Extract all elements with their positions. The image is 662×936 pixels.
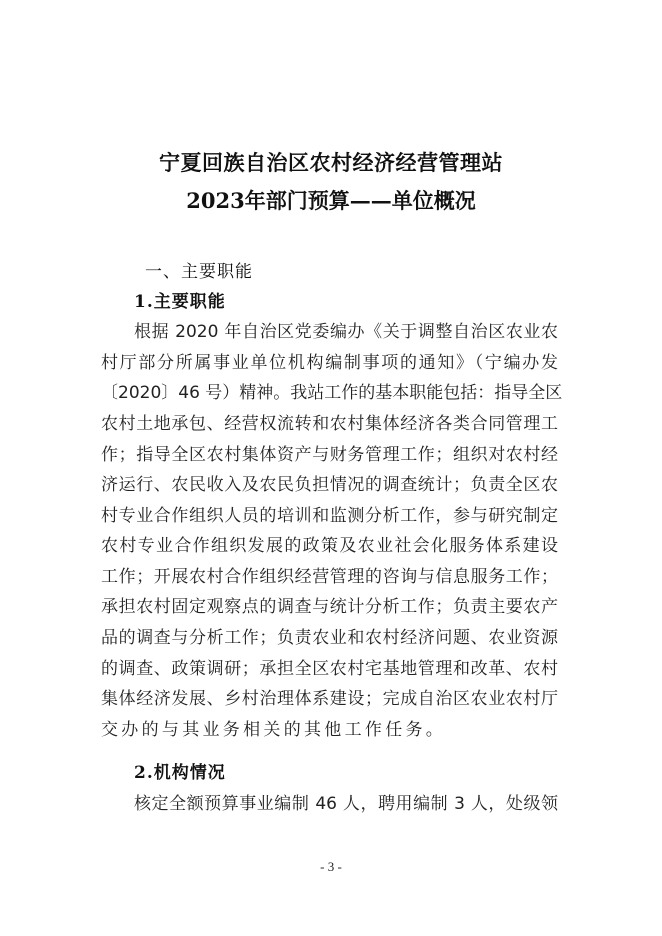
- paragraph-line: 济运行、农民收入及农民负担情况的调查统计；负责全区农: [101, 475, 558, 495]
- document-title-line1: 宁夏回族自治区农村经济经营管理站: [159, 150, 503, 175]
- paragraph-line: 农村土地承包、经营权流转和农村集体经济各类合同管理工: [101, 414, 558, 434]
- paragraph-line: 村厅部分所属事业单位机构编制事项的通知》（宁编办发: [101, 353, 558, 373]
- paragraph-line: 村专业合作组织人员的培训和监测分析工作，参与研究制定: [101, 506, 558, 526]
- paragraph-line: 工作；开展农村合作组织经营管理的咨询与信息服务工作；: [101, 567, 558, 587]
- paragraph-line: 集体经济发展、乡村治理体系建设；完成自治区农业农村厅: [101, 689, 558, 709]
- paragraph-line: 交办的与其业务相关的其他工作任务。: [101, 720, 447, 740]
- paragraph-line: 核定全额预算事业编制 46 人，聘用编制 3 人，处级领: [134, 794, 558, 814]
- paragraph-line: 的调查、政策调研；承担全区农村宅基地管理和改革、农村: [101, 659, 558, 679]
- paragraph-line: 农村专业合作组织发展的政策及农业社会化服务体系建设: [101, 536, 558, 556]
- paragraph-line: 品的调查与分析工作；负责农业和农村经济问题、农业资源: [101, 628, 558, 648]
- paragraph-line: 作；指导全区农村集体资产与财务管理工作；组织对农村经: [101, 445, 558, 465]
- document-title-line2: 2023年部门预算——单位概况: [186, 188, 476, 213]
- page-number: - 3 -: [320, 859, 342, 874]
- paragraph-line: 承担农村固定观察点的调查与统计分析工作；负责主要农产: [101, 597, 558, 617]
- subsection-heading-organization: 2.机构情况: [134, 763, 226, 783]
- section-heading-main-functions: 一、主要职能: [145, 262, 253, 282]
- paragraph-line: 〔2020〕46 号）精神。我站工作的基本职能包括：指导全区: [101, 383, 563, 403]
- subsection-heading-main-functions: 1.主要职能: [134, 292, 226, 312]
- paragraph-line: 根据 2020 年自治区党委编办《关于调整自治区农业农: [134, 322, 558, 342]
